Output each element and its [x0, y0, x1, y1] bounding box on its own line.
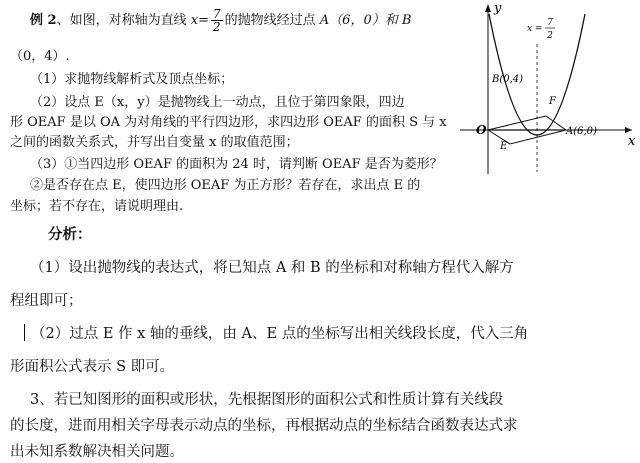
problem-line-1a: 、如图，对称轴为直线 — [56, 13, 187, 28]
fraction-denominator: 2 — [212, 20, 221, 34]
fraction-numerator: 7 — [212, 7, 221, 21]
analysis-p2-line-1-text: （2）过点 E 作 x 轴的垂线，由 A、E 点的坐标写出相关线段长度，代入三角 — [31, 326, 529, 342]
problem-line-1b: 的抛物线经过点 — [224, 13, 316, 28]
question-2-line-3: 之间的函数关系式，并写出自变量 x 的取值范围； — [10, 135, 299, 150]
point-e-label: E — [500, 141, 508, 152]
parabola-figure — [452, 0, 638, 176]
analysis-p2-line-1 — [24, 324, 528, 344]
y-axis-arrow — [485, 4, 491, 12]
analysis-p3-line-2: 的长度，进而用相关字母表示动点的坐标，再根据动点的坐标结合函数表达式求 — [10, 418, 518, 434]
problem-line-2: （0，4）. — [10, 49, 70, 64]
analysis-p3-line-1: 3、若已知图形的面积或形状，先根据图形的面积公式和性质计算有关线段 — [30, 392, 504, 408]
problem-label: 例 2 — [30, 13, 57, 28]
question-3-line-2: ②是否存在点 E，使四边形 OEAF 为正方形？若存在，求出点 E 的 — [30, 178, 421, 193]
problem-line-1 — [30, 8, 411, 33]
point-b-label: B(0,4) — [492, 74, 524, 85]
problem-line-1d: B — [401, 13, 412, 28]
x-axis-label: x — [628, 134, 636, 149]
analysis-p3-line-3: 出未知系数解决相关问题。 — [10, 444, 184, 460]
symmetry-axis-label: x = — [527, 24, 543, 34]
point-o-label: O — [476, 123, 487, 137]
question-2-line-1: （2）设点 E（x，y）是抛物线上一动点，且位于第四象限，四边 — [30, 95, 405, 110]
analysis-p1-line-1: （1）设出抛物线的表达式，将已知点 A 和 B 的坐标和对称轴方程代入解方 — [30, 260, 514, 276]
x-axis-arrow — [625, 127, 632, 133]
point-f-label: F — [549, 96, 556, 107]
question-2-line-2: 形 OEAF 是以 OA 为对角线的平行四边形，求四边形 OEAF 的面积 S 与 x — [10, 115, 447, 130]
axis-var: x — [190, 13, 199, 28]
point-a-label: A(6,0) — [566, 126, 597, 137]
problem-line-1c: A（6，0）和 — [319, 13, 398, 28]
y-axis-label: y — [494, 1, 502, 16]
question-3-line-1: （3）①当四边形 OEAF 的面积为 24 时，请判断 OEAF 是否为菱形？ — [30, 157, 443, 172]
symmetry-frac-num: 7 — [547, 18, 553, 28]
text-cursor — [24, 324, 25, 341]
axis-eq: = — [198, 13, 209, 28]
axis-fraction — [211, 8, 223, 33]
analysis-p1-line-2: 程组即可； — [10, 293, 83, 309]
symmetry-frac-den: 2 — [547, 31, 553, 41]
question-3-line-3: 坐标；若不存在，请说明理由. — [10, 199, 184, 214]
analysis-title: 分析： — [48, 226, 92, 243]
analysis-p2-line-2: 形面积公式表示 S 即可。 — [10, 359, 175, 375]
question-1: （1）求抛物线解析式及顶点坐标； — [30, 72, 234, 87]
